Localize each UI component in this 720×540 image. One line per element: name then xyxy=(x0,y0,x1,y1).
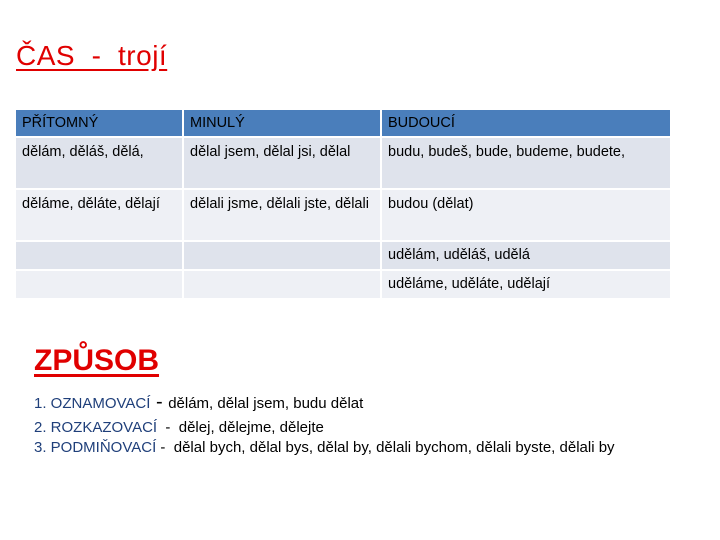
header-future: BUDOUCÍ xyxy=(382,110,670,136)
table-cell: uděláme, uděláte, udělají xyxy=(382,271,670,298)
table-row xyxy=(16,242,670,269)
table-cell xyxy=(16,242,182,269)
header-past: MINULÝ xyxy=(184,110,380,136)
mode-text: dělej, dělejme, dělejte xyxy=(178,419,324,436)
table-cell: udělám, uděláš, udělá xyxy=(382,242,670,269)
mode-separator: - xyxy=(157,419,179,436)
list-item xyxy=(34,392,674,414)
table-cell: dělám, děláš, dělá, xyxy=(16,138,182,188)
section-title: ZPŮSOB xyxy=(34,344,160,377)
list-item xyxy=(34,438,674,458)
mode-separator: - xyxy=(156,439,174,456)
table-cell: budou (dělat) xyxy=(382,190,670,240)
modes-list xyxy=(34,392,674,458)
table-cell: dělali jsme, dělali jste, dělali xyxy=(184,190,380,240)
mode-name: 3. PODMIŇOVACÍ xyxy=(34,439,157,456)
mode-name: 1. OZNAMOVACÍ xyxy=(34,395,151,412)
mode-name: 2. ROZKAZOVACÍ xyxy=(34,419,158,436)
mode-separator: - xyxy=(150,391,169,413)
table-row xyxy=(16,138,670,188)
table-cell: budu, budeš, bude, budeme, budete, xyxy=(382,138,670,188)
table-cell xyxy=(184,271,380,298)
mode-text: dělal bych, dělal bys, dělal by, dělali bychom, dělali byste, dělali by xyxy=(173,439,615,456)
header-present: PŘÍTOMNÝ xyxy=(16,110,182,136)
slide-title: ČAS - trojí xyxy=(16,40,168,71)
table-row xyxy=(16,190,670,240)
table-cell xyxy=(184,242,380,269)
table-cell xyxy=(16,271,182,298)
tense-table xyxy=(14,108,672,300)
table-cell: dělal jsem, dělal jsi, dělal xyxy=(184,138,380,188)
table-header-row xyxy=(16,110,670,136)
mode-text: dělám, dělal jsem, budu dělat xyxy=(168,395,364,412)
table-cell: děláme, děláte, dělají xyxy=(16,190,182,240)
table-row xyxy=(16,271,670,298)
list-item xyxy=(34,418,674,438)
